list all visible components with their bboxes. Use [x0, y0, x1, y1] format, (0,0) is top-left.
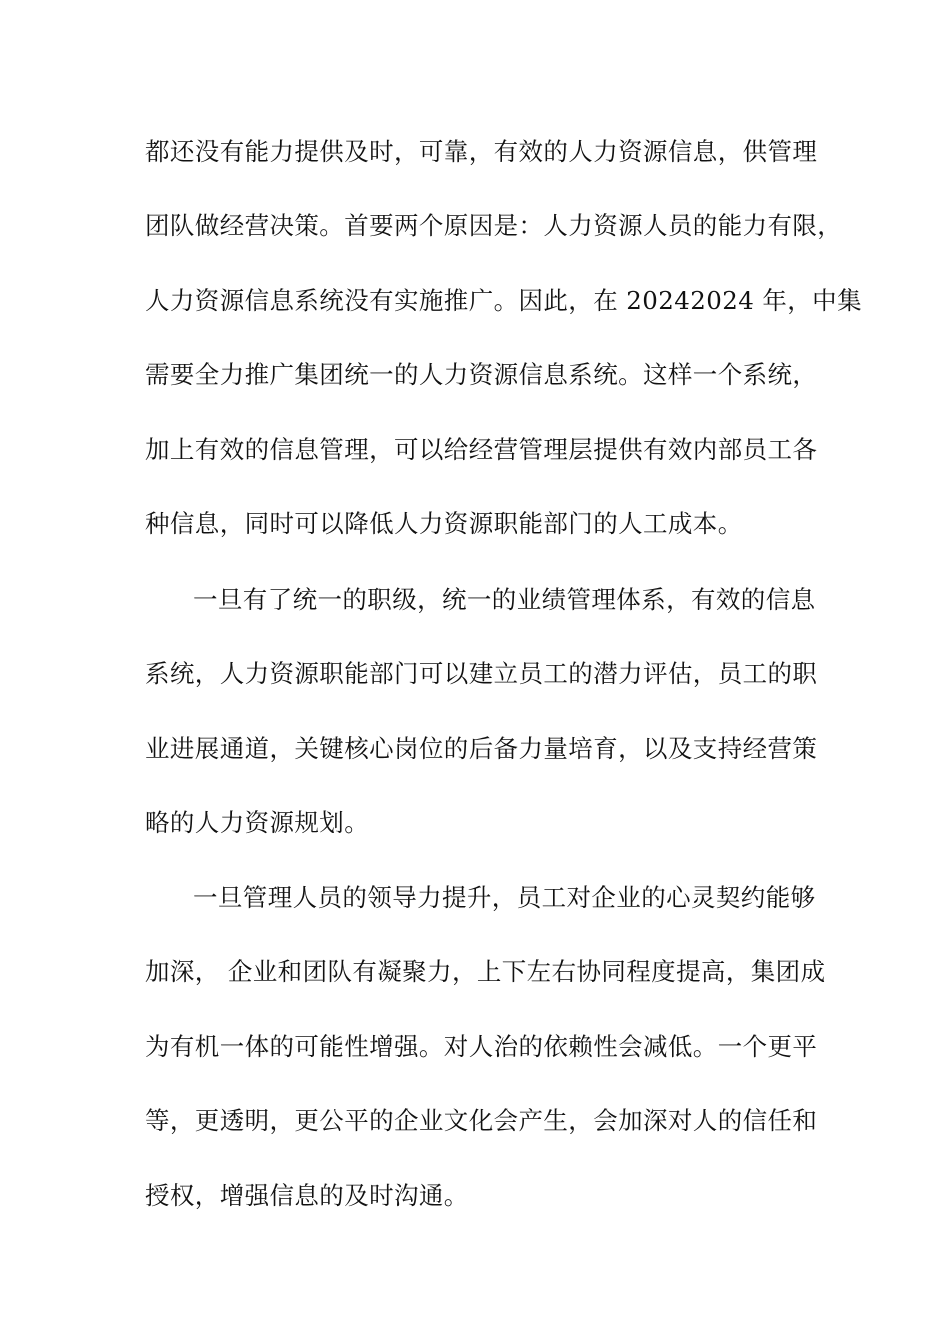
text-line: 都还没有能力提供及时，可靠，有效的人力资源信息，供管理	[145, 137, 818, 166]
text-line: 略的人力资源规划。	[145, 808, 370, 837]
text-line: 团队做经营决策。首要两个原因是：人力资源人员的能力有限，	[145, 211, 843, 240]
paragraph-start-line: 一旦有了统一的职级，统一的业绩管理体系，有效的信息	[193, 585, 816, 614]
text-line: 人力资源信息系统没有实施推广。因此，在 20242024 年，中集	[145, 286, 862, 315]
text-line: 系统，人力资源职能部门可以建立员工的潜力评估，员工的职	[145, 659, 818, 688]
text-line: 为有机一体的可能性增强。对人治的依赖性会减低。一个更平	[145, 1032, 818, 1061]
text-line: 等，更透明，更公平的企业文化会产生，会加深对人的信任和	[145, 1106, 818, 1135]
text-line: 业进展通道，关键核心岗位的后备力量培育，以及支持经营策	[145, 734, 818, 763]
text-line: 加深， 企业和团队有凝聚力，上下左右协同程度提高，集团成	[145, 957, 826, 986]
text-line: 需要全力推广集团统一的人力资源信息系统。这样一个系统，	[145, 360, 818, 389]
text-line: 授权，增强信息的及时沟通。	[145, 1181, 469, 1210]
text-line: 种信息，同时可以降低人力资源职能部门的人工成本。	[145, 509, 743, 538]
paragraph-start-line: 一旦管理人员的领导力提升，员工对企业的心灵契约能够	[193, 883, 816, 912]
text-line: 加上有效的信息管理，可以给经营管理层提供有效内部员工各	[145, 435, 818, 464]
